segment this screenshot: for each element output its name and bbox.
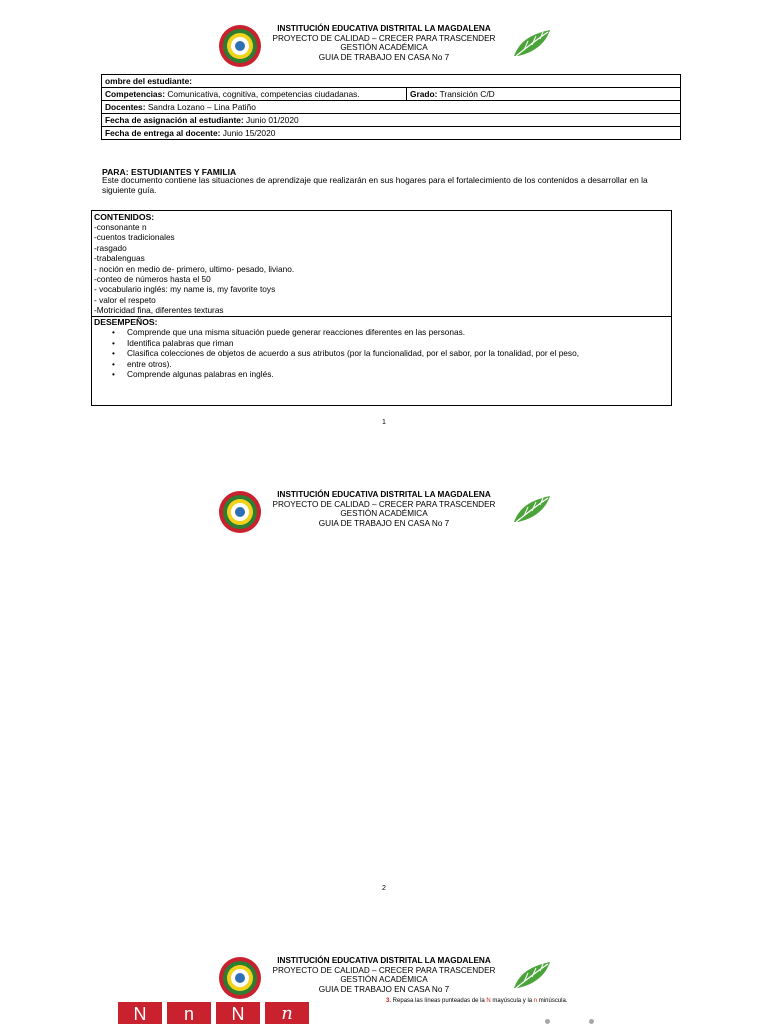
management-name: GESTIÓN ACADÉMICA [340, 509, 428, 519]
school-seal-icon [218, 956, 262, 1000]
management-name: GESTIÓN ACADÉMICA [340, 975, 428, 985]
instruction-text: minúscula. [537, 998, 568, 1004]
entrega-cell [102, 127, 681, 140]
intro-title: PARA: ESTUDIANTES Y FAMILIA [102, 167, 237, 177]
contenidos-section [92, 211, 671, 317]
contents-box [91, 210, 672, 406]
page-header [0, 956, 768, 1016]
grado-cell [407, 88, 681, 101]
header-text [262, 24, 506, 62]
letter-card: N [118, 1002, 162, 1024]
project-name: PROYECTO DE CALIDAD – CRECER PARA TRASCENDER [272, 33, 496, 43]
instruction-letter: n [533, 998, 538, 1004]
school-seal-icon [218, 24, 262, 68]
list-item: -consonante n [94, 222, 147, 232]
competencias-cell [102, 88, 407, 101]
docentes-cell [102, 101, 681, 114]
asignacion-label: Fecha de asignación al estudiante: [105, 114, 244, 125]
contenidos-list [94, 222, 294, 316]
project-name: PROYECTO DE CALIDAD – CRECER PARA TRASCENDER [272, 499, 496, 509]
list-item: • entre otros). [112, 359, 662, 370]
instruction-number: 3. [386, 998, 392, 1004]
docentes-label: Docentes: [105, 101, 146, 112]
list-item: -cuentos tradicionales [94, 232, 175, 243]
page-number: 1 [382, 419, 386, 426]
list-item: • Comprende algunas palabras en inglés. [112, 369, 662, 380]
intro-body: Este documento contiene las situaciones de aprendizaje que realizarán en sus hogares para el fortalecimiento de los contenidos a desarrollar en la siguiente guía. [102, 175, 648, 195]
list-item: -rasgado [94, 242, 127, 253]
list-item: -trabalenguas [94, 253, 145, 264]
instruction-text: Repasa las líneas punteadas de la [391, 998, 487, 1004]
guide-title: GUIA DE TRABAJO EN CASA No 7 [318, 52, 450, 62]
leaf-logo-icon [510, 958, 554, 992]
institution-name: INSTITUCIÓN EDUCATIVA DISTRITAL LA MAGDALENA [277, 490, 491, 499]
grado-label: Grado: [410, 88, 438, 99]
asignacion-cell [102, 114, 681, 127]
list-item: - vocabulario inglés: my name is, my favorite toys [94, 284, 276, 295]
page-number: 2 [382, 885, 386, 892]
grado-value: Transición C/D [437, 88, 495, 99]
list-item: • Clasifica colecciones de objetos de acuerdo a sus atributos (por la funcionalidad, por el sabor, por la tonalidad, por el peso, [112, 348, 662, 359]
list-item: • Comprende que una misma situación puede generar reacciones diferentes en las personas. [112, 327, 662, 338]
entrega-label: Fecha de entrega al docente: [105, 127, 221, 138]
contenidos-title: CONTENIDOS: [94, 212, 155, 222]
guide-title: GUIA DE TRABAJO EN CASA No 7 [318, 984, 450, 994]
competencias-value: Comunicativa, cognitiva, competencias ciudadanas. [165, 88, 360, 99]
list-item: -Motricidad fina, diferentes texturas [94, 305, 224, 316]
leaf-logo-icon [510, 492, 554, 526]
tracing-dot [545, 1019, 550, 1024]
header-text [262, 956, 506, 994]
institution-name: INSTITUCIÓN EDUCATIVA DISTRITAL LA MAGDALENA [277, 956, 491, 965]
management-name: GESTIÓN ACADÉMICA [340, 43, 428, 53]
guide-title: GUIA DE TRABAJO EN CASA No 7 [318, 518, 450, 528]
entrega-value: Junio 15/2020 [220, 127, 276, 138]
desempenos-list [112, 327, 662, 380]
letter-card: N [216, 1002, 260, 1024]
letter-cards [118, 1002, 310, 1024]
activity-instruction [386, 998, 568, 1004]
letter-card: n [265, 1002, 309, 1024]
project-name: PROYECTO DE CALIDAD – CRECER PARA TRASCENDER [272, 965, 496, 975]
tracing-dot [589, 1019, 594, 1024]
student-name-field: ombre del estudiante: [102, 75, 681, 88]
docentes-value: Sandra Lozano – Lina Patiño [145, 101, 256, 112]
leaf-logo-icon [510, 26, 554, 60]
page-header [0, 490, 768, 550]
student-info-table [101, 74, 681, 140]
list-item: - valor el respeto [94, 294, 156, 305]
school-seal-icon [218, 490, 262, 534]
instruction-letter: N [486, 998, 491, 1004]
asignacion-value: Junio 01/2020 [243, 114, 299, 125]
list-item: - noción en medio de- primero, ultimo- pesado, liviano. [94, 263, 295, 274]
institution-name: INSTITUCIÓN EDUCATIVA DISTRITAL LA MAGDALENA [277, 24, 491, 33]
instruction-text: mayúscula y la [490, 998, 534, 1004]
competencias-label: Competencias: [105, 88, 166, 99]
list-item: • Identifica palabras que riman [112, 338, 662, 349]
list-item: -conteo de números hasta el 50 [94, 274, 211, 285]
desempenos-title: DESEMPEÑOS: [94, 317, 158, 327]
letter-card: n [167, 1002, 211, 1024]
header-text [262, 490, 506, 528]
